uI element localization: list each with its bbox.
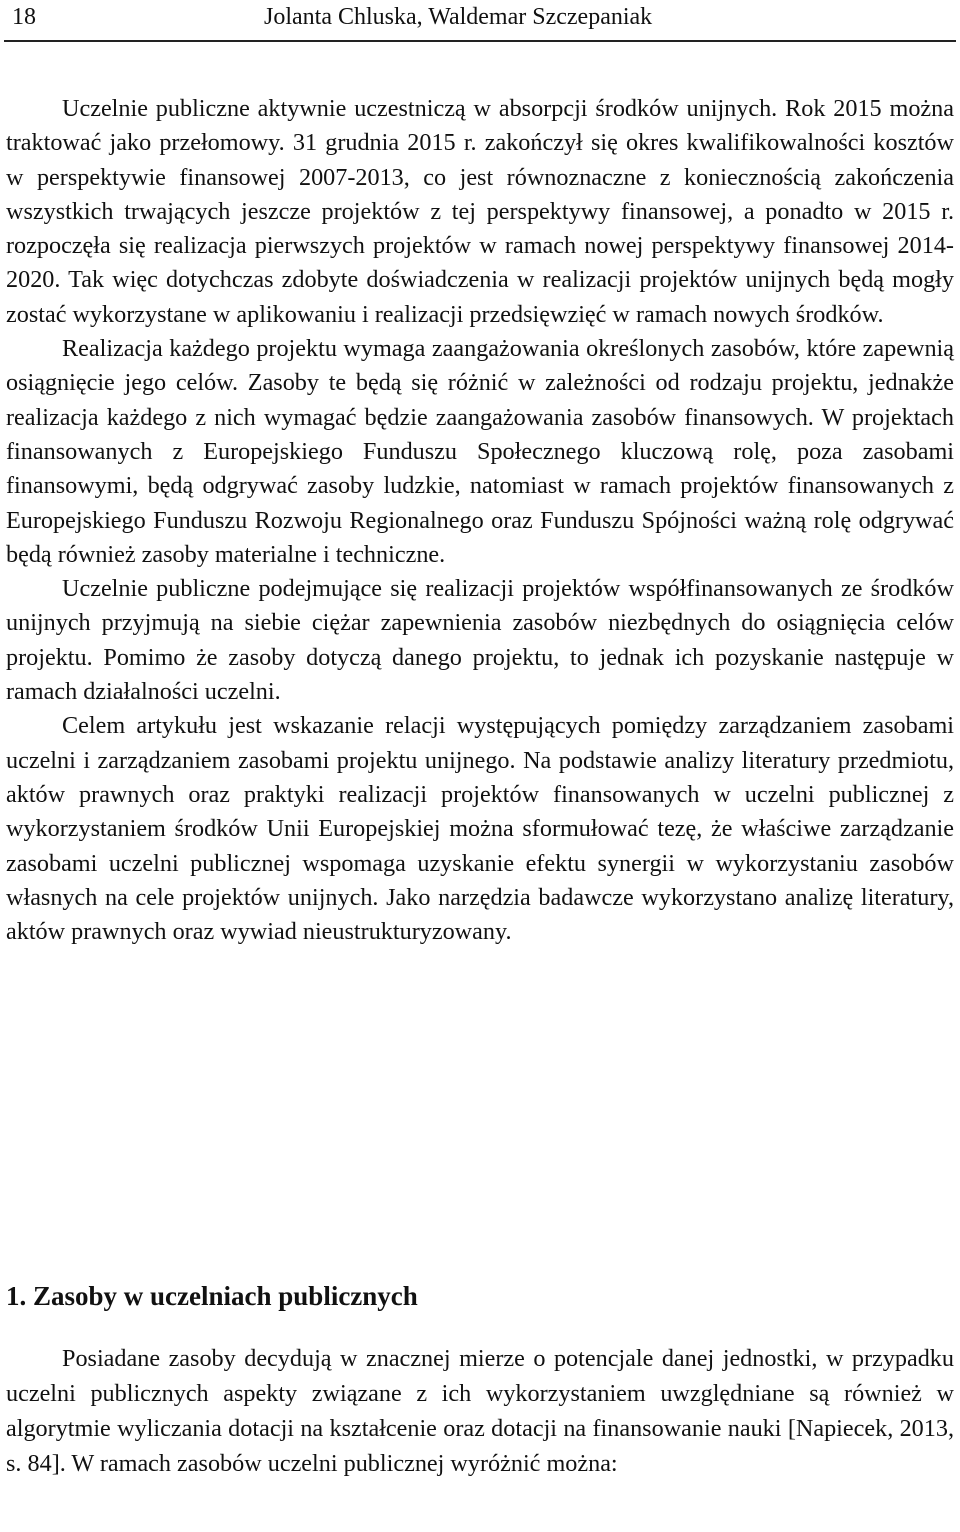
section-heading: 1. Zasoby w uczelniach publicznych bbox=[6, 1281, 418, 1311]
section-text bbox=[6, 1341, 954, 1481]
paragraph: Uczelnie publiczne podejmujące się realizacji projektów współfinansowanych ze środków unijnych przyjmują na siebie ciężar zapewnienia zasobów niezbędnych do osiągnięcia celów projektu. Pomimo że zasoby dotyczą danego projektu, to jednak ich pozyskanie następuje w ramach działalności uczelni. bbox=[6, 575, 954, 706]
running-header bbox=[6, 0, 956, 40]
running-header-authors: Jolanta Chluska, Waldemar Szczepaniak bbox=[264, 4, 653, 30]
introduction-text bbox=[6, 92, 954, 949]
header-rule bbox=[4, 40, 956, 42]
paragraph: Posiadane zasoby decydują w znacznej mierze o potencjale danej jednostki, w przypadku uczelni publicznych aspekty związane z ich wykorzystaniem uwzględniane są również w algorytmie wyliczania dotacji na kształcenie oraz dotacji na finansowanie nauki [Napiecek, 2013, s. 84]. W ramach zasobów uczelni publicznej wyróżnić można: bbox=[6, 1345, 954, 1477]
paragraph: Uczelnie publiczne aktywnie uczestniczą w absorpcji środków unijnych. Rok 2015 można traktować jako przełomowy. 31 grudnia 2015 r. zakończył się okres kwalifikowalności kosztów w perspektywie finansowej 2007-2013, co jest równoznaczne z koniecznością zakończenia wszystkich trwających jeszcze projektów z tej perspektywy finansowej, a ponadto w 2015 r. rozpoczęła się realizacja pierwszych projektów w ramach nowej perspektywy finansowej 2014-2020. Tak więc dotychczas zdobyte doświadczenia w realizacji projektów unijnych będą mogły zostać wykorzystane w aplikowaniu i realizacji przedsięwzięć w ramach nowych środków. bbox=[6, 95, 954, 328]
page-number: 18 bbox=[12, 4, 36, 30]
paragraph: Celem artykułu jest wskazanie relacji występujących pomiędzy zarządzaniem zasobami uczelni i zarządzaniem zasobami projektu unijnego. Na podstawie analizy literatury przedmiotu, aktów prawnych oraz praktyki realizacji projektów finansowanych w uczelni publicznej z wykorzystaniem środków Unii Europejskiej można sformułować tezę, że właściwe zarządzanie zasobami uczelni publicznej wspomaga uzyskanie efektu synergii w wykorzystaniu zasobów własnych na cele projektów unijnych. Jako narzędzia badawcze wykorzystano analizę literatury, aktów prawnych oraz wywiad nieustrukturyzowany. bbox=[6, 712, 954, 946]
paragraph: Realizacja każdego projektu wymaga zaangażowania określonych zasobów, które zapewnią osiągnięcie jego celów. Zasoby te będą się różnić w zależności od rodzaju projektu, jednakże realizacja każdego z nich wymagać będzie zaangażowania zasobów finansowych. W projektach finansowanych z Europejskiego Funduszu Społecznego kluczową rolę, poza zasobami finansowymi, będą odgrywać zasoby ludzkie, natomiast w ramach projektów finansowanych z Europejskiego Funduszu Rozwoju Regionalnego oraz Funduszu Spójności ważną rolę odgrywać będą również zasoby materialne i techniczne. bbox=[6, 335, 954, 568]
